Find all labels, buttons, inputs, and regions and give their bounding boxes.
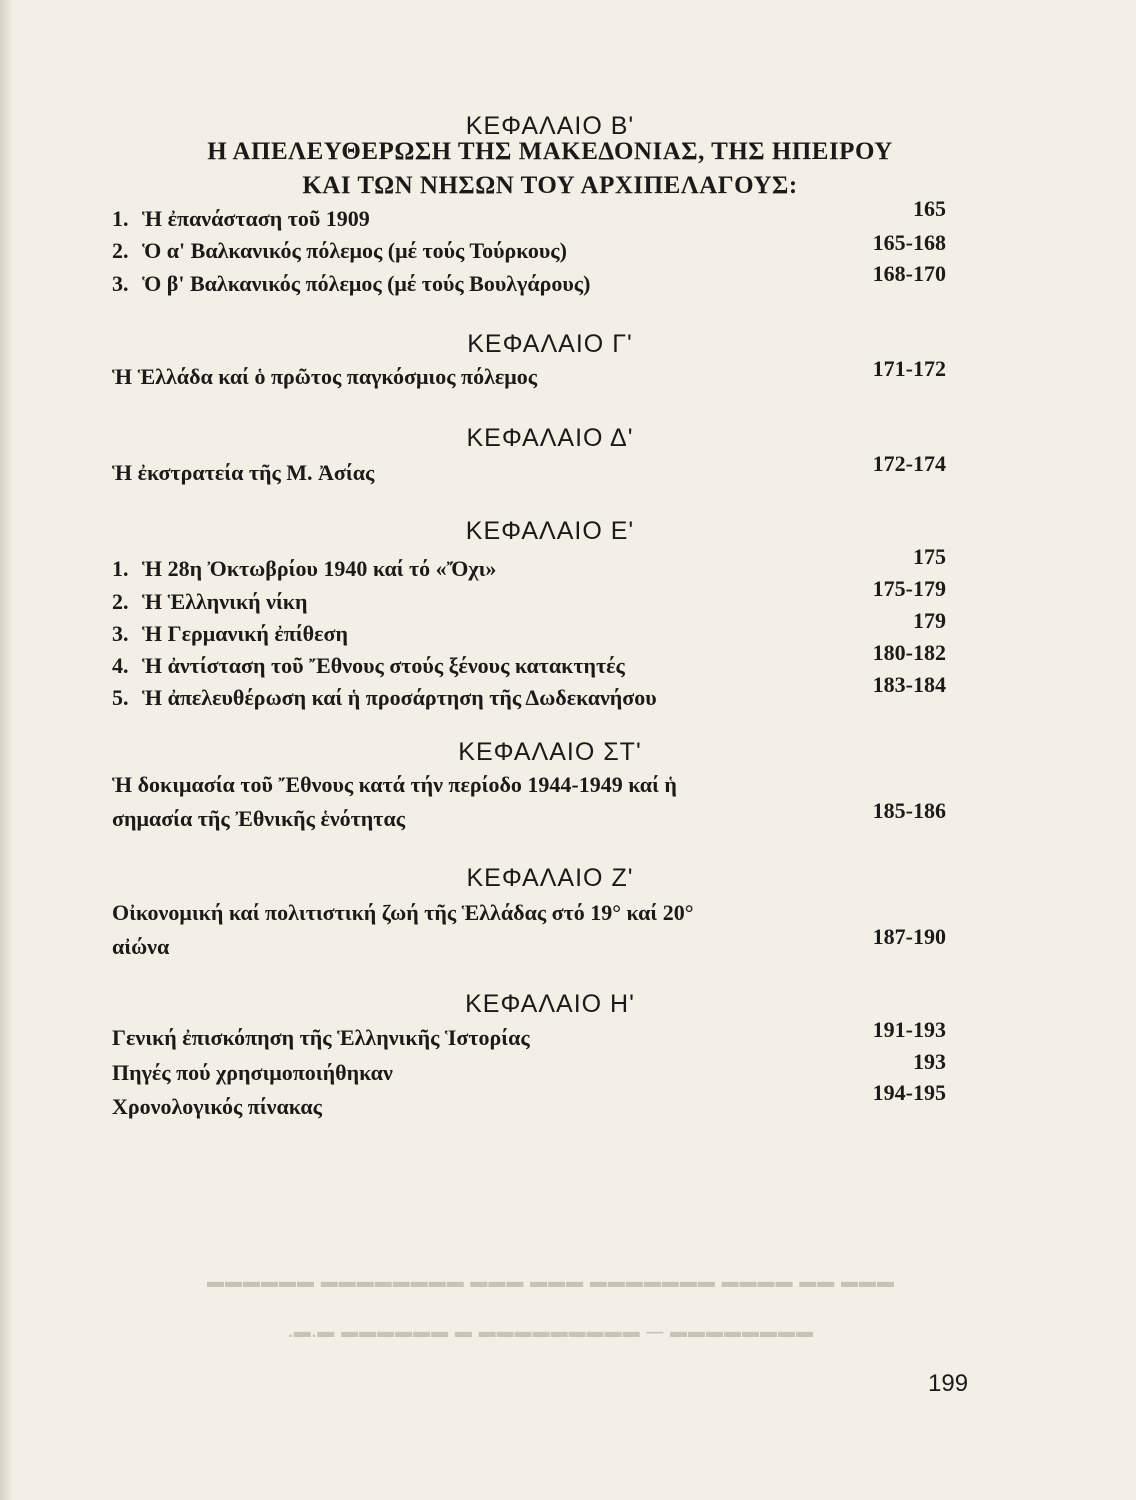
entry-title: Ὁ α' Βαλκανικός πόλεμος (μέ τούς Τούρκους) — [142, 238, 567, 263]
chapter-subtitle-line-1: Η ΑΠΕΛΕΥΘΕΡΩΣΗ ΤΗΣ ΜΑΚΕΔΟΝΙΑΣ, ΤΗΣ ΗΠΕΙΡΟΥ — [207, 138, 893, 165]
entry-pages: 187-190 — [872, 924, 946, 949]
entry-number: 3. — [112, 621, 129, 646]
entry-pages: 172-174 — [872, 451, 946, 476]
chapter-heading-e: ΚΕΦΑΛΑΙΟ Ε' — [465, 517, 635, 545]
chapter-heading-z: ΚΕΦΑΛΑΙΟ Ζ' — [466, 864, 634, 892]
toc-entry[interactable] — [112, 271, 972, 297]
entry-title: Ἡ ἐπανάσταση τοῦ 1909 — [142, 206, 370, 231]
toc-entry[interactable] — [112, 460, 972, 486]
chapter-heading-d: ΚΕΦΑΛΑΙΟ Δ' — [466, 424, 634, 452]
toc-entry[interactable] — [112, 653, 972, 679]
entry-title: Γενική ἐπισκόπηση τῆς Ἑλληνικῆς Ἱστορίας — [112, 1025, 530, 1050]
toc-entry[interactable] — [112, 1060, 972, 1086]
page-edge-shadow — [0, 0, 14, 1500]
toc-entry[interactable] — [112, 685, 972, 711]
toc-entry[interactable] — [112, 206, 972, 232]
toc-entry[interactable] — [112, 768, 972, 836]
entry-number: 2. — [112, 238, 129, 263]
chapter-heading-b: ΚΕΦΑΛΑΙΟ Β' — [465, 112, 635, 140]
chapter-heading-h: ΚΕΦΑΛΑΙΟ Η' — [465, 990, 635, 1018]
entry-number: 1. — [112, 556, 129, 581]
entry-title: Ἡ Γερμανική ἐπίθεση — [142, 621, 348, 646]
toc-entry[interactable] — [112, 556, 972, 582]
toc-entry[interactable] — [112, 621, 972, 647]
entry-title: Ὁ β' Βαλκανικός πόλεμος (μέ τούς Βουλγάρους) — [142, 271, 591, 296]
toc-entry[interactable] — [112, 1025, 972, 1051]
entry-pages: 194-195 — [872, 1080, 946, 1105]
entry-pages: 191-193 — [872, 1017, 946, 1042]
entry-pages: 193 — [913, 1049, 946, 1074]
entry-title-line-2: αἰώνα — [112, 934, 170, 959]
entry-title: Ἡ Ἑλλάδα καί ὁ πρῶτος παγκόσμιος πόλεμος — [112, 364, 538, 389]
chapter-heading-st: ΚΕΦΑΛΑΙΟ ΣΤ' — [458, 738, 642, 766]
entry-pages: 183-184 — [872, 672, 946, 697]
entry-title: Ἡ Ἑλληνική νίκη — [142, 589, 308, 614]
toc-entry[interactable] — [112, 589, 972, 615]
page-number: 199 — [928, 1370, 969, 1397]
entry-pages: 179 — [913, 608, 946, 633]
entry-number: 4. — [112, 653, 129, 678]
entry-title-line-1: Οἰκονομική καί πολιτιστική ζωή τῆς Ἑλλάδας στό 19° καί 20° — [112, 900, 694, 925]
entry-number: 5. — [112, 685, 129, 710]
bleed-through-marks: ▬▬▬▬▬▬▬▬ — ▬▬▬▬▬▬▬▬▬ ▬ ▬▬▬▬▬▬ ▬.▬. — [286, 1322, 814, 1341]
entry-pages: 165 — [913, 196, 946, 221]
entry-pages: 175-179 — [872, 576, 946, 601]
toc-entry[interactable] — [112, 1094, 972, 1120]
toc-entry[interactable] — [112, 364, 972, 390]
entry-title: Ἡ 28η Ὀκτωβρίου 1940 καί τό «Ὄχι» — [142, 556, 497, 581]
toc-entry[interactable] — [112, 896, 972, 964]
entry-pages: 165-168 — [872, 230, 946, 255]
entry-number: 3. — [112, 271, 129, 296]
entry-title: Ἡ ἀντίσταση τοῦ Ἔθνους στούς ξένους κατακτητές — [142, 653, 625, 678]
entry-title: Ἡ ἐκστρατεία τῆς Μ. Ἀσίας — [112, 460, 375, 485]
chapter-subtitle-line-2: ΚΑΙ ΤΩΝ ΝΗΣΩΝ ΤΟΥ ΑΡΧΙΠΕΛΑΓΟΥΣ: — [302, 172, 798, 199]
bleed-through-marks: ▬▬▬ ▬▬ ▬▬▬▬ ▬▬▬▬▬▬▬ ▬▬▬ ▬▬▬ ▬▬▬▬▬▬▬▬ ▬▬▬▬▬▬ — [205, 1272, 895, 1291]
entry-pages: 185-186 — [872, 798, 946, 823]
entry-pages: 180-182 — [872, 640, 946, 665]
entry-title: Χρονολογικός πίνακας — [112, 1094, 322, 1119]
entry-title: Ἡ ἀπελευθέρωση καί ἡ προσάρτηση τῆς Δωδεκανήσου — [142, 685, 657, 710]
chapter-heading-g: ΚΕΦΑΛΑΙΟ Γ' — [467, 330, 633, 358]
entry-number: 1. — [112, 206, 129, 231]
entry-pages: 168-170 — [872, 261, 946, 286]
entry-pages: 175 — [913, 544, 946, 569]
entry-title: Πηγές πού χρησιμοποιήθηκαν — [112, 1060, 393, 1085]
entry-title-line-1: Ἡ δοκιμασία τοῦ Ἔθνους κατά τήν περίοδο 1944-1949 καί ἡ — [112, 772, 677, 797]
toc-entry[interactable] — [112, 238, 972, 264]
entry-pages: 171-172 — [872, 356, 946, 381]
entry-number: 2. — [112, 589, 129, 614]
entry-title-line-2: σημασία τῆς Ἐθνικῆς ἑνότητας — [112, 806, 406, 831]
